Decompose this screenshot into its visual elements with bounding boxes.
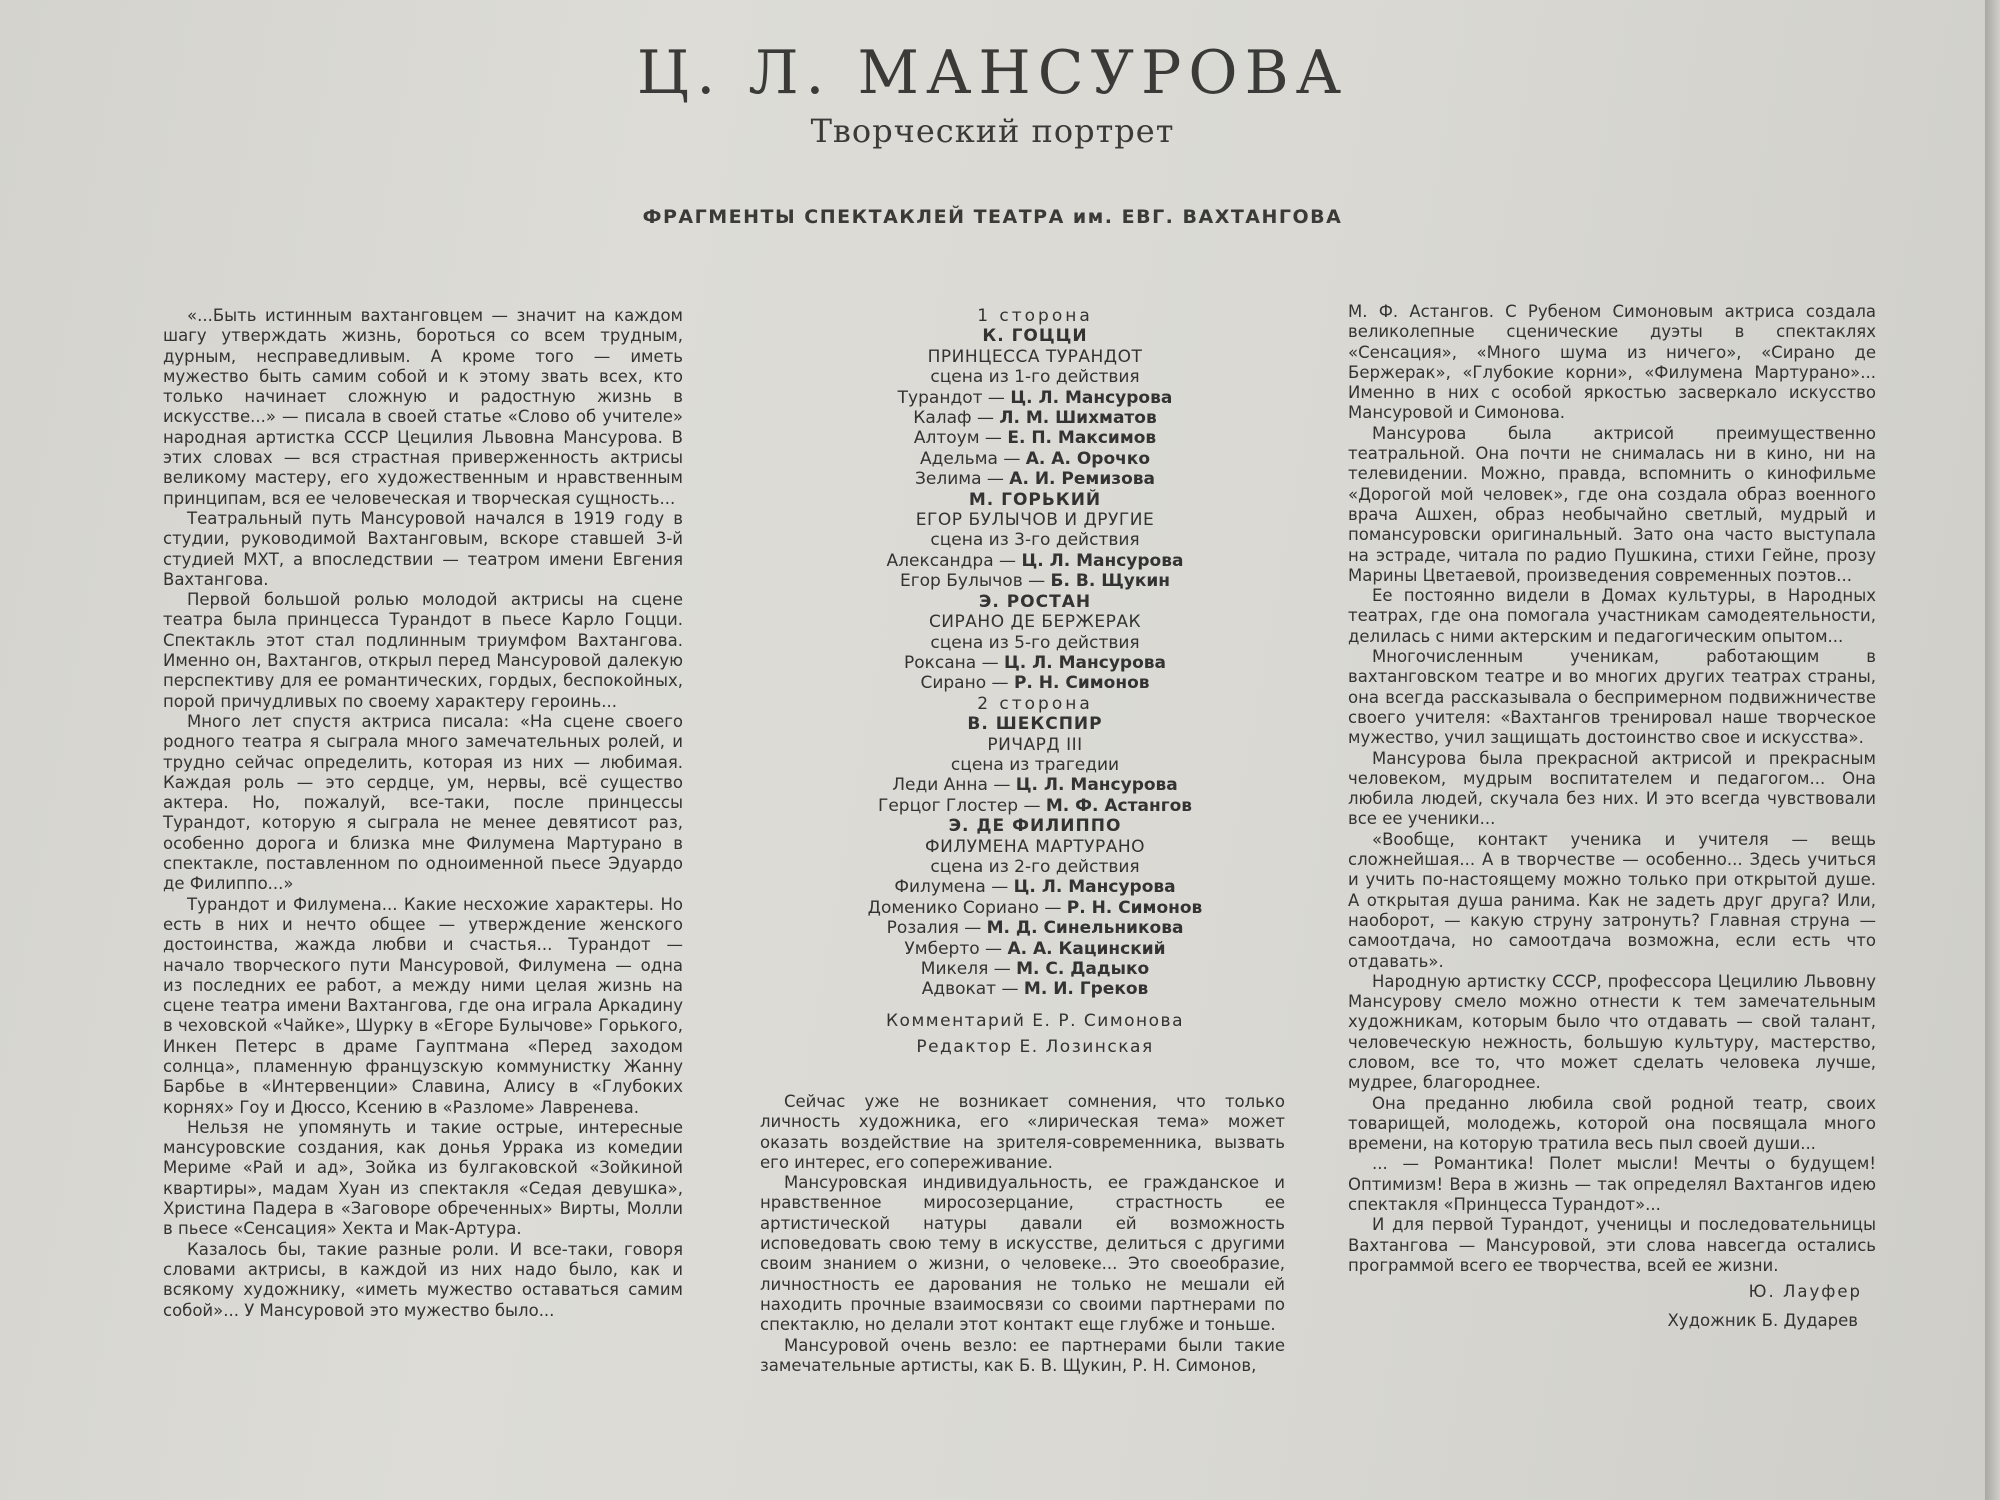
cast-line: Калаф — Л. М. Шихматов — [913, 408, 1157, 429]
scene-note: сцена из 5-го действия — [930, 632, 1140, 653]
cast-line: Доменико Сориано — Р. Н. Симонов — [867, 897, 1203, 918]
cast-line: Александра — Ц. Л. Мансурова — [886, 550, 1184, 571]
play-title: РИЧАРД III — [987, 734, 1083, 755]
paragraph: Турандот и Филумена... Какие несхожие характеры. Но есть в них и нечто общее — утверждение женского достоинства, жажда любви и счастья... Турандот — начало творческого пути Мансуровой, Филумена — одна из последних ее работ, а между ними целая жизнь на сцене театра имени Вахтангова, где она играла Аркадину в чеховской «Чайке», Шурку в «Егоре Булычове» Горького, Инкен Петерс в драме Гауптмана «Перед заходом солнца», пламенную французскую коммунистку Жанну Барбье в «Интервенции» Славина, Алису в «Глубоких корнях» Гоу и Дюссо, Ксению в «Разломе» Лавренева. — [163, 894, 683, 1117]
paragraph: Первой большой ролью молодой актрисы на сцене театра была принцесса Турандот в пьесе Карло Гоцци. Спектакль этот стал подлинным триумфом Вахтангова. Именно он, Вахтангов, открыл перед Мансуровой далекую перспективу для ее романтических, гордых, беспокойных, порой причудливых по своему характеру героинь... — [163, 590, 683, 711]
editor-credit: Редактор Е. Лозинская — [916, 1036, 1154, 1057]
cast-line: Турандот — Ц. Л. Мансурова — [897, 387, 1173, 408]
paragraph: И для первой Турандот, ученицы и последовательницы Вахтангова — Мансуровой, эти слова навсегда остались программой всего ее творчества, всей ее жизни. — [1348, 1215, 1876, 1275]
cast-line: Адвокат — М. И. Греков — [921, 979, 1149, 1000]
paragraph: Нельзя не упомянуть и такие острые, интересные мансуровские создания, как донья Уррака из комедии Мериме «Рай и ад», Зойка из булгаковской «Зойкиной квартиры», мадам Хуан из спектакля «Седая девушка», Христина Падера в «Заговоре обреченных» Вирты, Молли в пьесе «Сенсация» Хекта и Мак-Артура. — [163, 1117, 683, 1239]
page-title: Ц. Л. МАНСУРОВА — [636, 38, 1349, 108]
author-signature: Ю. Лауфер — [1748, 1282, 1862, 1302]
cast-line: Умберто — А. А. Кацинский — [904, 938, 1166, 959]
commentary-credit: Комментарий Е. Р. Симонова — [885, 1010, 1184, 1031]
paragraph: Ее постоянно видели в Домах культуры, в Народных театрах, где она помогала участникам самодеятельности, делилась с ними актерским и педагогическим опытом... — [1348, 586, 1876, 646]
play-title: ЕГОР БУЛЫЧОВ И ДРУГИЕ — [915, 510, 1155, 531]
cast-line: Филумена — Ц. Л. Мансурова — [894, 877, 1176, 898]
cast-line: Сирано — Р. Н. Симонов — [920, 673, 1150, 694]
paragraph: Сейчас уже не возникает сомнения, что только личность художника, его «лирическая тема» может оказать воздействие на зрителя-современника, вызвать его интерес, его сопереживание. — [760, 1092, 1285, 1172]
cast-line: Роксана — Ц. Л. Мансурова — [903, 652, 1167, 673]
cast-line: Зелима — А. И. Ремизова — [914, 469, 1156, 490]
paragraph: Народную артистку СССР, профессора Цецилию Львовну Мансурову смело можно отнести к тем замечательным художникам, которым было что отдавать — свой талант, человеческую нежность, большую культуру, мастерство, словом, все то, что может сделать человека лучше, мудрее, благороднее. — [1348, 971, 1876, 1093]
paragraph: Мансуровой очень везло: ее партнерами были такие замечательные артисты, как Б. В. Щукин, Р. Н. Симонов, — [760, 1335, 1285, 1375]
scene-note: сцена из 1-го действия — [930, 367, 1140, 388]
cast-line: Микеля — М. С. Дадыко — [920, 959, 1150, 979]
cast-line: Егор Булычов — Б. В. Щукин — [899, 571, 1171, 592]
paragraph: «Вообще, контакт ученика и учителя — вещь сложнейшая... А в творчестве — особенно... Здесь учиться и учить по-настоящему можно только при открытой душе. А открытая душа ранима. Как не задеть друг друга? Или, наоборот, — какую струну затронуть? Главная струна — самоотдача, но самоотдача возможна, если есть что отдавать». — [1348, 829, 1876, 971]
page-subtitle: Творческий портрет — [810, 112, 1175, 150]
paragraph: Мансурова была актрисой преимущественно театральной. Она почти не снималась ни в кино, ни на телевидении. Можно, правда, вспомнить о кинофильме «Дорогой мой человек», где она создала образ военного врача Ашхен, образ необычайно светлый, мудрый и помансуровски оригинальный. Зато она часто выступала на эстраде, читала по радио Пушкина, стихи Гейне, прозу Марины Цветаевой, произведения современных поэтов... — [1348, 423, 1876, 585]
scene-note: сцена из трагедии — [950, 754, 1120, 775]
paragraph: Мансурова была прекрасной актрисой и прекрасным человеком, мудрым воспитателем и педагогом... Она любила людей, скучала без них. И это всегда чувствовали все ее ученики... — [1348, 748, 1876, 829]
author-name: К. ГОЦЦИ — [982, 326, 1088, 347]
paragraph: Казалось бы, такие разные роли. И все-таки, говоря словами актрисы, в каждой из них надо было, как и всякому художнику, «иметь мужество оставаться самим собой»... У Мансуровой это мужество было... — [163, 1239, 683, 1320]
side-label: 2 сторона — [977, 693, 1093, 714]
author-name: М. ГОРЬКИЙ — [968, 489, 1102, 510]
paragraph: М. Ф. Астангов. С Рубеном Симоновым актриса создала великолепные сценические дуэты в спектаклях «Сенсация», «Много шума из ничего», «Сирано де Бержерак», «Глубокие корни», «Филумена Мартурано»... Именно в них с особой яркостью засверкало искусство Мансуровой и Симонова. — [1348, 302, 1876, 423]
artist-credit: Художник Б. Дударев — [1667, 1310, 1858, 1330]
left-text-column — [163, 306, 683, 1321]
play-title: СИРАНО ДЕ БЕРЖЕРАК — [928, 612, 1142, 633]
middle-text-column — [760, 1092, 1285, 1376]
scene-note: сцена из 3-го действия — [930, 530, 1140, 551]
track-listing — [775, 306, 1295, 1060]
cast-line: Розалия — М. Д. Синельникова — [886, 918, 1184, 939]
sleeve-edge — [1985, 0, 2000, 1500]
cast-line: Адельма — А. А. Орочко — [919, 448, 1151, 469]
side-label: 1 сторона — [977, 306, 1093, 326]
cast-line: Леди Анна — Ц. Л. Мансурова — [892, 775, 1178, 796]
theatre-heading: ФРАГМЕНТЫ СПЕКТАКЛЕЙ ТЕАТРА им. ЕВГ. ВАХТАНГОВА — [642, 206, 1343, 228]
play-title: ПРИНЦЕССА ТУРАНДОТ — [927, 346, 1143, 367]
right-text-column — [1348, 302, 1876, 1331]
credits — [775, 1008, 1295, 1060]
paragraph: Театральный путь Мансуровой начался в 1919 году в студии, руководимой Вахтанговым, вскоре ставшей 3-й студией МХТ, а впоследствии — театром имени Евгения Вахтангова. — [163, 508, 683, 589]
paragraph: ... — Романтика! Полет мысли! Мечты о будущем! Оптимизм! Вера в жизнь — так определял Вахтангов идею спектакля «Принцесса Турандот»... — [1348, 1154, 1876, 1215]
paragraph: Многочисленным ученикам, работающим в вахтанговском театре и во многих других театрах страны, она всегда рассказывала о беспримерном подвижничестве своего учителя: «Вахтангов тренировал наше творческое мужество, учил защищать достоинство свое и искусства». — [1348, 647, 1876, 748]
paragraph: Она преданно любила свой родной театр, своих товарищей, молодежь, которой она посвящала много времени, на которую тратила весь пыл своей души... — [1348, 1093, 1876, 1154]
author-name: Э. РОСТАН — [978, 591, 1092, 612]
author-name: В. ШЕКСПИР — [967, 714, 1103, 735]
cast-line: Алтоум — Е. П. Максимов — [913, 428, 1157, 449]
paragraph: Мансуровская индивидуальность, ее гражданское и нравственное миросозерцание, страстность ее артистической натуры давали ей возможность исповедовать свою тему в искусстве, делиться с другими своим знанием о жизни, о человеке... Это своеобразие, личностность ее дарования не только не мешали ей находить прочные взаимосвязи со своими партнерами по спектаклю, но делали этот контакт еще глубже и тоньше. — [760, 1173, 1285, 1335]
play-title: ФИЛУМЕНА МАРТУРАНО — [924, 836, 1146, 857]
author-name: Э. ДЕ ФИЛИППО — [948, 816, 1122, 837]
cast-line: Герцог Глостер — М. Ф. Астангов — [877, 795, 1193, 816]
scene-note: сцена из 2-го действия — [930, 856, 1140, 877]
paragraph: «...Быть истинным вахтанговцем — значит на каждом шагу утверждать жизнь, бороться со всем трудным, дурным, несправедливым. А кроме того — иметь мужество быть самим собой и к этому звать всех, кто только начинает сложную и радостную жизнь в искусстве...» — писала в своей статье «Слово об учителе» народная артистка СССР Цецилия Львовна Мансурова. В этих словах — вся страстная приверженность актрисы великому мастеру, его художественным и нравственным принципам, вся ее человеческая и творческая сущность... — [163, 306, 683, 508]
paragraph: Много лет спустя актриса писала: «На сцене своего родного театра я сыграла много замечательных ролей, и трудно сейчас определить, которая из них — любимая. Каждая роль — это сердце, ум, нервы, всё существо актера. Но, пожалуй, все-таки, после принцессы Турандот, которую я сыграла не менее девятисот раз, особенно дорога и близка мне Филумена Мартурано в спектакле, поставленном по одноименной пьесе Эдуардо де Филиппо...» — [163, 711, 683, 894]
